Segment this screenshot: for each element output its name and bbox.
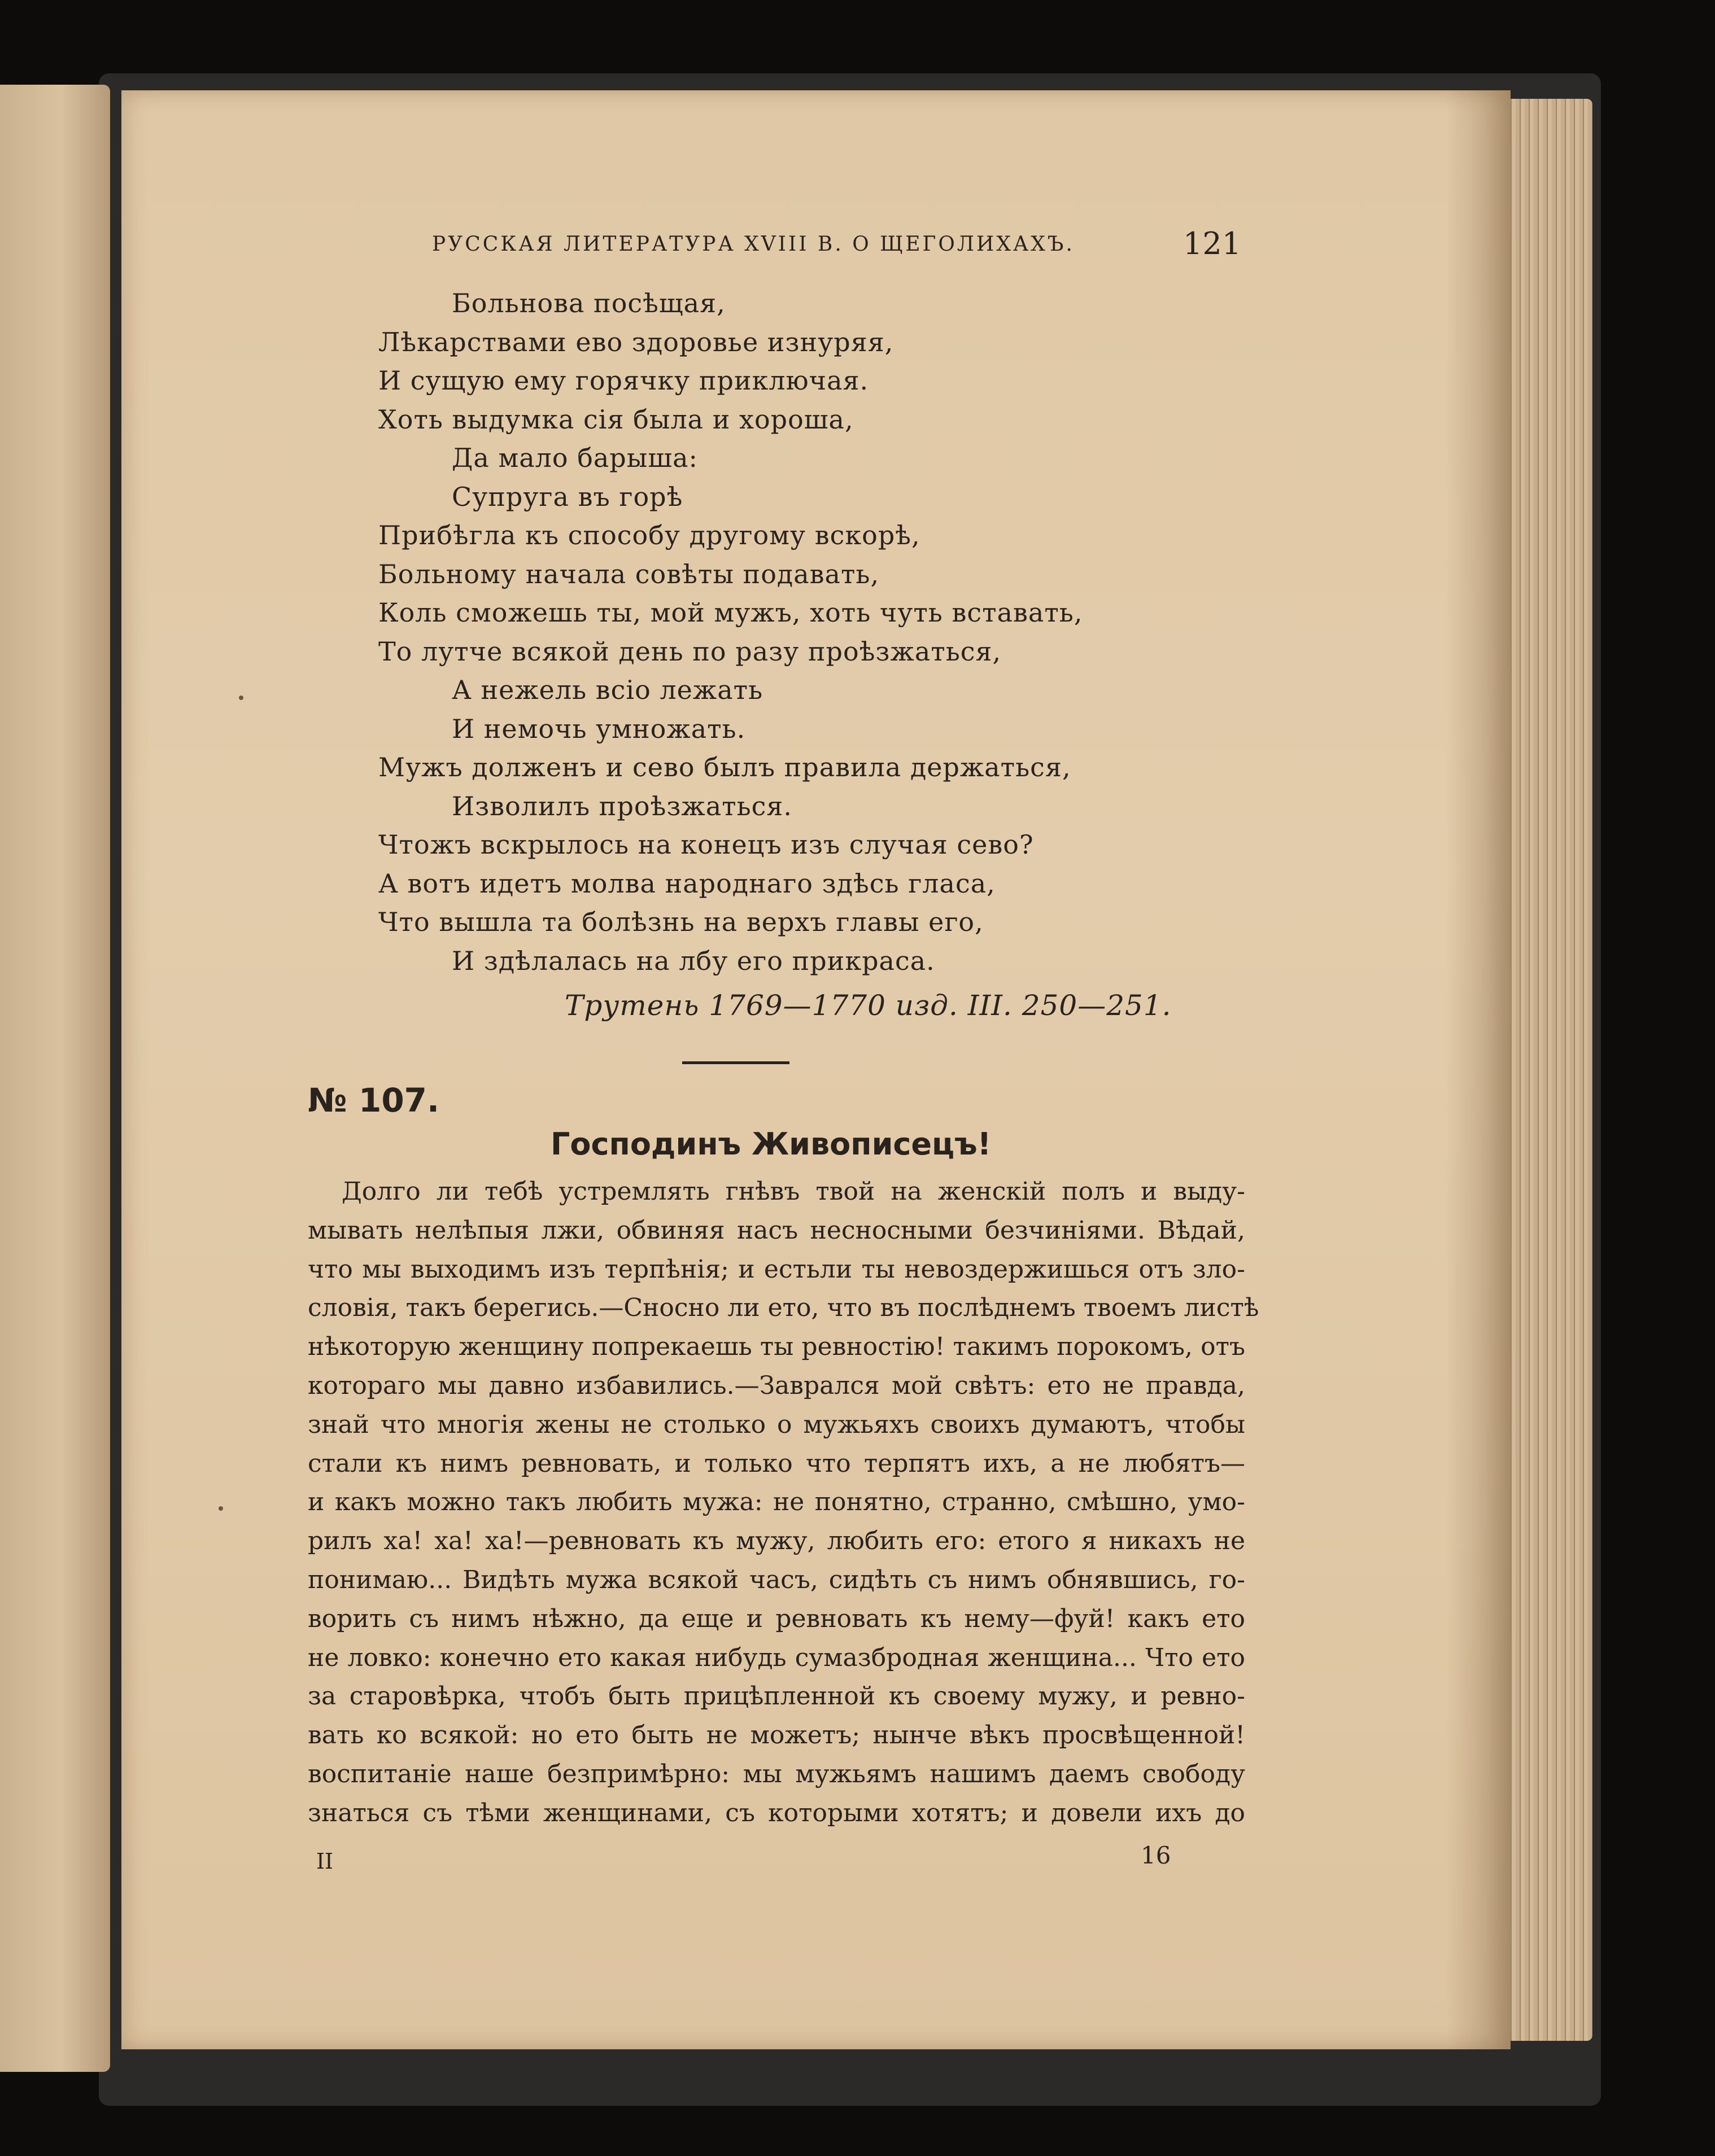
poem-line: Что вышла та болѣзнь на верхъ главы его, bbox=[378, 907, 984, 937]
signature-right: 16 bbox=[1141, 1842, 1171, 1869]
paragraph-line: и какъ можно такъ любить мужа: не понятно, странно, смѣшно, умо- bbox=[308, 1488, 1245, 1517]
poem-line: Супруга въ горѣ bbox=[452, 481, 683, 512]
paragraph-line: знаться съ тѣми женщинами, съ которыми хотятъ; и довели ихъ до bbox=[308, 1798, 1245, 1827]
paragraph-line: ворить съ нимъ нѣжно, да еще и ревновать къ нему—фуй! какъ ето bbox=[308, 1604, 1245, 1633]
poem-line: И здѣлалась на лбу его прикраса. bbox=[452, 945, 935, 976]
paragraph-line: не ловко: конечно ето какая нибудь сумазбродная женщина... Что ето bbox=[308, 1643, 1245, 1672]
left-page-edge bbox=[0, 85, 110, 2072]
poem-source: Трутень 1769—1770 изд. III. 250—251. bbox=[565, 989, 1172, 1022]
paragraph-line: словія, такъ берегись.—Сносно ли ето, что въ послѣднемъ твоемъ листѣ bbox=[308, 1293, 1259, 1323]
section-divider bbox=[682, 1061, 789, 1064]
scan-speck bbox=[219, 1506, 223, 1511]
poem-line: И немочь умножать. bbox=[452, 713, 746, 744]
paragraph-line: знай что многія жены не столько о мужьяхъ своихъ думаютъ, чтобы bbox=[308, 1410, 1245, 1439]
paragraph-line: мывать нелѣпыя лжи, обвиняя насъ несносными безчиніями. Вѣдай, bbox=[308, 1215, 1245, 1245]
paragraph-line: нѣкоторую женщину попрекаешь ты ревностію! такимъ порокомъ, отъ bbox=[308, 1332, 1245, 1362]
paragraph-line: рилъ ха! ха! ха!—ревновать къ мужу, любить его: етого я никахъ не bbox=[308, 1527, 1245, 1556]
poem-line: Прибѣгла къ способу другому вскорѣ, bbox=[378, 520, 920, 550]
page-number: 121 bbox=[1183, 226, 1242, 261]
poem-line: Больному начала совѣты подавать, bbox=[378, 558, 880, 589]
paragraph-line: стали къ нимъ ревновать, и только что терпятъ ихъ, а не любятъ— bbox=[308, 1449, 1245, 1478]
paragraph-line: котораго мы давно избавились.—Заврался мой свѣтъ: ето не правда, bbox=[308, 1371, 1245, 1400]
signature-left: II bbox=[316, 1849, 334, 1874]
paragraph-line: что мы выходимъ изъ терпѣнія; и естьли ты невоздержишься отъ зло- bbox=[308, 1254, 1245, 1284]
poem-line: Больнова посѣщая, bbox=[452, 288, 726, 318]
running-head: РУССКАЯ ЛИТЕРАТУРА XVIII В. О ЩЕГОЛИХАХЪ. bbox=[432, 233, 1075, 256]
paragraph-line: вать ко всякой: но ето быть не можетъ; нынче вѣкъ просвѣщенной! bbox=[308, 1721, 1245, 1750]
paragraph-line: за старовѣрка, чтобъ быть прицѣпленной къ своему мужу, и ревно- bbox=[308, 1682, 1245, 1711]
poem-line: А вотъ идетъ молва народнаго здѣсь гласа, bbox=[378, 868, 996, 899]
paragraph-line: понимаю... Видѣть мужа всякой часъ, сидѣть съ нимъ обнявшись, го- bbox=[308, 1565, 1245, 1594]
article-number: № 107. bbox=[308, 1081, 440, 1119]
poem-line: А нежель всіо лежать bbox=[452, 675, 763, 705]
poem-line: Хоть выдумка сія была и хороша, bbox=[378, 404, 854, 435]
paragraph-line: воспитаніе наше безпримѣрно: мы мужьямъ нашимъ даемъ свободу bbox=[308, 1760, 1245, 1788]
poem-line: Коль сможешь ты, мой мужъ, хоть чуть вставать, bbox=[378, 597, 1083, 628]
paragraph-line: Долго ли тебѣ устремлять гнѣвъ твой на женскій полъ и выду- bbox=[342, 1177, 1245, 1206]
poem-line: И сущую ему горячку приключая. bbox=[378, 365, 869, 396]
poem-line: Да мало барыша: bbox=[452, 443, 699, 473]
scan-speck bbox=[239, 696, 243, 700]
poem-line: То лутче всякой день по разу проѣзжаться, bbox=[378, 636, 1002, 667]
poem-line: Лѣкарствами ево здоровье изнуряя, bbox=[378, 326, 894, 357]
poem-line: Чтожъ вскрылось на конецъ изъ случая сево? bbox=[378, 829, 1034, 860]
poem-line: Мужъ долженъ и сево былъ правила держаться, bbox=[378, 752, 1071, 782]
page-gutter-shade bbox=[1446, 90, 1511, 2049]
article-heading: Господинъ Живописецъ! bbox=[551, 1126, 992, 1162]
poem-line: Изволилъ проѣзжаться. bbox=[452, 790, 793, 821]
